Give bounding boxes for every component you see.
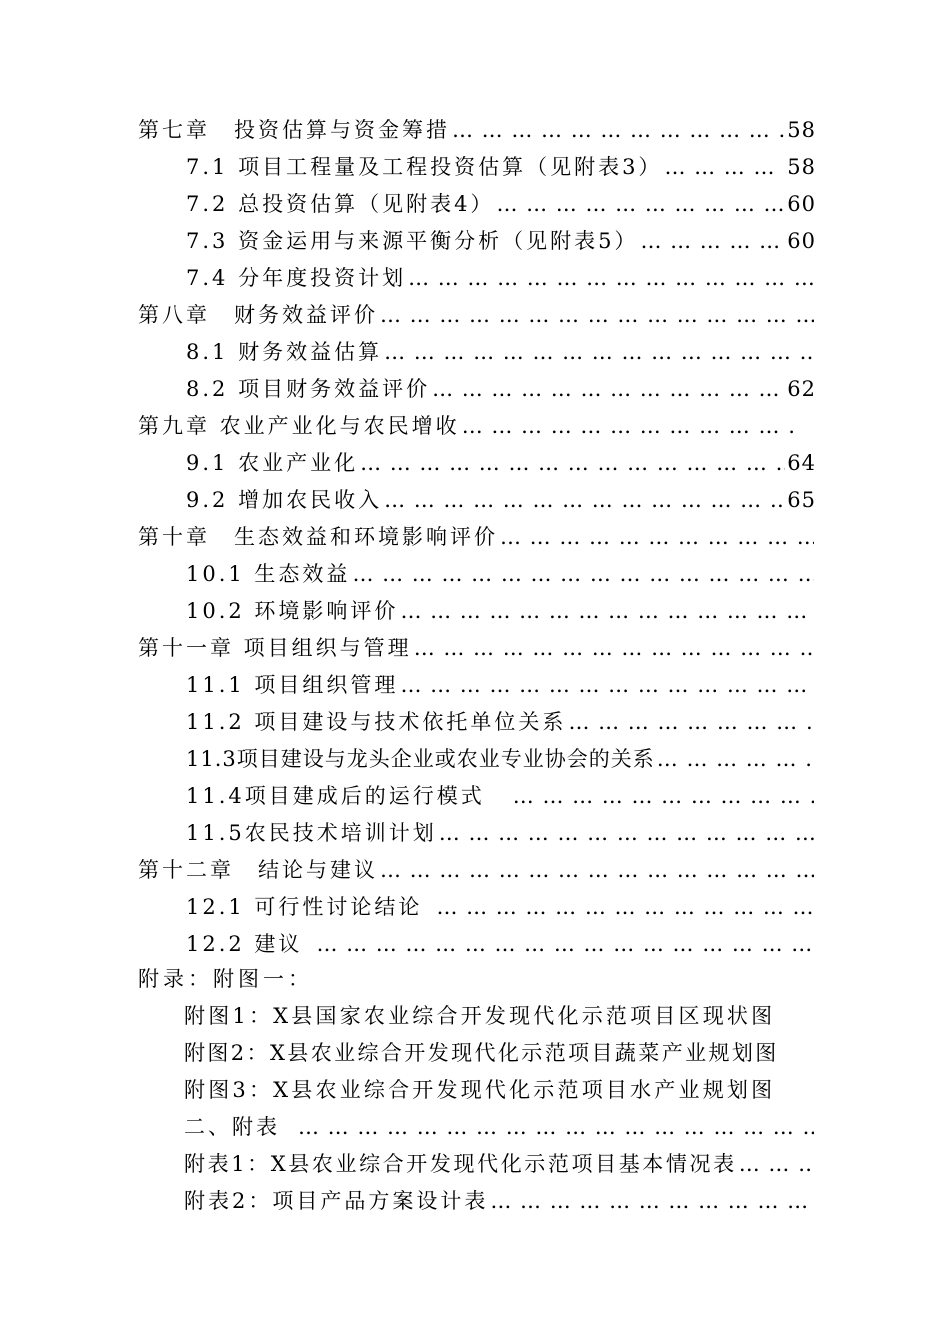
- appendix-figure-3[interactable]: 附图3：X县农业综合开发现代化示范项目水产业规划图: [184, 1078, 776, 1102]
- toc-title: 7.1 项目工程量及工程投资估算（见附表3）: [186, 155, 663, 179]
- toc-entry-ch10[interactable]: [138, 521, 816, 551]
- toc-title: 7.2 总投资估算（见附表4）: [186, 192, 495, 216]
- dot-leader: [439, 821, 814, 845]
- toc-title: 附表2：项目产品方案设计表: [184, 1189, 489, 1213]
- toc-entry-8-2[interactable]: [186, 373, 816, 403]
- dot-leader: [352, 562, 814, 586]
- toc-title: 11.1 项目组织管理: [186, 673, 399, 697]
- toc-entry-7-3[interactable]: [186, 225, 816, 255]
- toc-entry-7-2[interactable]: [186, 188, 816, 218]
- dot-leader: [384, 488, 785, 512]
- toc-title: 第九章 农业产业化与农民增收: [138, 414, 460, 438]
- dot-leader: [298, 1115, 814, 1139]
- toc-entry-11-1[interactable]: [186, 669, 816, 699]
- toc-entry-8-1[interactable]: [186, 336, 816, 366]
- toc-entry-ch12[interactable]: [138, 854, 816, 884]
- dot-leader: [739, 1152, 814, 1176]
- toc-entry-12-1[interactable]: [186, 891, 816, 921]
- toc-page-number: 58: [787, 155, 816, 179]
- toc-entry-9-2[interactable]: [186, 484, 816, 514]
- dot-leader: [568, 710, 814, 734]
- dot-leader: [500, 525, 814, 549]
- dot-leader: [657, 747, 814, 771]
- dot-leader: [414, 636, 814, 660]
- toc-page-number: 60: [787, 229, 816, 253]
- dot-leader: [384, 340, 814, 364]
- toc-title: 7.3 资金运用与来源平衡分析（见附表5）: [186, 229, 639, 253]
- dot-leader: [380, 858, 814, 882]
- appendix-heading: 附录：附图一：: [138, 967, 313, 991]
- toc-title: 11.2 项目建设与技术依托单位关系: [186, 710, 567, 734]
- toc-title: 12.1 可行性讨论结论: [186, 895, 423, 919]
- toc-title: 10.1 生态效益: [186, 562, 351, 586]
- toc-entry-7-1[interactable]: [186, 151, 816, 181]
- toc-title: 第十章 生态效益和环境影响评价: [138, 525, 498, 549]
- dot-leader: [400, 599, 814, 623]
- toc-entry-ch8[interactable]: [138, 299, 816, 329]
- toc-entry-10-2[interactable]: [186, 595, 816, 625]
- toc-title: 9.1 农业产业化: [186, 451, 359, 475]
- dot-leader: [452, 118, 785, 142]
- toc-entry-ch11[interactable]: [138, 632, 816, 662]
- appendix-table-1[interactable]: [184, 1148, 816, 1178]
- toc-entry-11-3[interactable]: [186, 743, 816, 773]
- toc-title: 第七章 投资估算与资金筹措: [138, 118, 450, 142]
- dot-leader: [462, 414, 796, 438]
- dot-leader: [408, 266, 814, 290]
- toc-title: 9.2 增加农民收入: [186, 488, 383, 512]
- dot-leader: [360, 451, 785, 475]
- dot-leader: [400, 673, 814, 697]
- toc-page-number: 65: [787, 488, 816, 512]
- toc-entry-ch9[interactable]: [138, 410, 798, 440]
- dot-leader: [432, 377, 785, 401]
- toc-title: 11.4项目建成后的运行模式: [186, 784, 485, 808]
- toc-title: 10.2 环境影响评价: [186, 599, 399, 623]
- dot-leader: [664, 155, 785, 179]
- dot-leader: [513, 784, 814, 808]
- toc-title: 第十二章 结论与建议: [138, 858, 378, 882]
- toc-title: 7.4 分年度投资计划: [186, 266, 407, 290]
- dot-leader: [436, 895, 814, 919]
- toc-page-number: 64: [787, 451, 816, 475]
- toc-title: 第十一章 项目组织与管理: [138, 636, 412, 660]
- toc-entry-ch7[interactable]: [138, 114, 816, 144]
- toc-entry-11-5[interactable]: [186, 817, 816, 847]
- appendix-figure-1[interactable]: 附图1：X县国家农业综合开发现代化示范项目区现状图: [184, 1004, 776, 1028]
- toc-title: 12.2 建议: [186, 932, 303, 956]
- toc-entry-7-4[interactable]: [186, 262, 816, 292]
- dot-leader: [490, 1189, 814, 1213]
- toc-title: 8.2 项目财务效益评价: [186, 377, 431, 401]
- appendix-figure-2[interactable]: 附图2：X县农业综合开发现代化示范项目蔬菜产业规划图: [184, 1041, 779, 1065]
- toc-entry-9-1[interactable]: [186, 447, 816, 477]
- toc-title: 附表1：X县农业综合开发现代化示范项目基本情况表: [184, 1152, 737, 1176]
- toc-page-number: 58: [787, 118, 816, 142]
- toc-entry-11-4[interactable]: [186, 780, 816, 810]
- dot-leader: [316, 932, 814, 956]
- toc-entry-12-2[interactable]: [186, 928, 816, 958]
- toc-page-number: 62: [787, 377, 816, 401]
- dot-leader: [380, 303, 814, 327]
- toc-title: 第八章 财务效益评价: [138, 303, 378, 327]
- toc-title: 二、附表: [184, 1115, 280, 1139]
- toc-title: 11.3项目建设与龙头企业或农业专业协会的关系: [186, 747, 655, 771]
- toc-title: 8.1 财务效益估算: [186, 340, 383, 364]
- toc-title: 11.5农民技术培训计划: [186, 821, 437, 845]
- dot-leader: [640, 229, 785, 253]
- appendix-table-2[interactable]: [184, 1185, 816, 1215]
- toc-page-number: 60: [787, 192, 816, 216]
- toc-entry-10-1[interactable]: [186, 558, 816, 588]
- toc-entry-11-2[interactable]: [186, 706, 816, 736]
- dot-leader: [496, 192, 785, 216]
- appendix-tables-heading[interactable]: [184, 1111, 816, 1141]
